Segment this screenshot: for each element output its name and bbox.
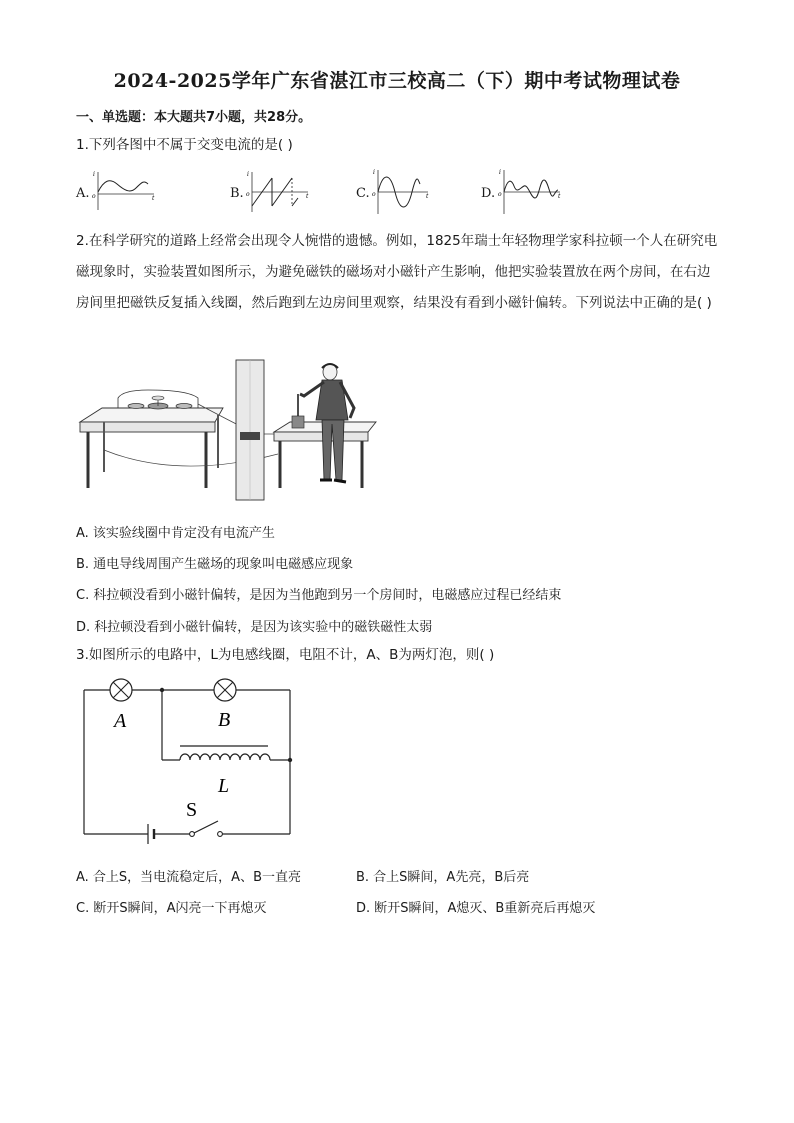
q1-graph-c [372,168,432,216]
circuit-label-s: S [186,799,198,821]
q1a-axis-o: o [92,193,96,200]
q1-graph-b [246,168,312,214]
q1c-axis-i: i [373,169,375,176]
q3-option-c[interactable]: C. 断开S瞬间，A闪亮一下再熄灭 [76,901,267,916]
q1b-axis-i: i [247,171,249,178]
inductor-coil-icon [180,746,270,760]
q2-option-c[interactable]: C. 科拉顿没看到小磁针偏转，是因为当他跑到另一个房间时，电磁感应过程已经结束 [76,588,562,603]
q3-option-a[interactable]: A. 合上S，当电流稳定后，A、B一直亮 [76,870,301,885]
q1d-axis-o: o [498,191,502,198]
circuit-label-a: A [114,710,127,732]
lamp-a-icon [110,679,132,701]
lamp-b-icon [214,679,236,701]
q1-option-a-label[interactable]: A. [76,186,90,201]
q3-option-d[interactable]: D. 断开S瞬间，A熄灭、B重新亮后再熄灭 [356,901,596,916]
q1a-axis-i: i [93,171,95,178]
circuit-label-l: L [218,775,230,797]
q1d-axis-t: t [558,193,561,200]
q1-option-c-label[interactable]: C. [356,186,370,201]
q2-option-b[interactable]: B. 通电导线周围产生磁场的现象叫电磁感应现象 [76,557,354,572]
page-title: 2024-2025学年广东省湛江市三校高二（下）期中考试物理试卷 [113,70,681,92]
q1-graph-d [498,168,564,216]
q1a-axis-t: t [152,195,155,202]
q1d-axis-i: i [499,169,501,176]
q2-experiment-illustration [78,360,378,502]
q1c-axis-t: t [426,193,429,200]
q1-graph-a [92,168,158,212]
question-1-stem: 1.下列各图中不属于交变电流的是( ) [76,137,293,153]
question-2-stem: 2.在科学研究的道路上经常会出现令人惋惜的遗憾。例如，1825年瑞士年轻物理学家科拉顿一个人在研究电磁现象时，实验装置如图所示，为避免磁铁的磁场对小磁针产生影响，他把实验装置放在两个房间，在右边房间里把磁铁反复插入线圈，然后跑到左边房间里观察，结果没有看到小磁针偏转。下列说法中正确的是( ) [76,233,718,311]
q2-option-d[interactable]: D. 科拉顿没看到小磁针偏转，是因为该实验中的磁铁磁性太弱 [76,620,433,635]
q3-circuit-diagram [78,674,298,840]
question-3-stem: 3.如图所示的电路中，L为电感线圈，电阻不计，A、B为两灯泡，则( ) [76,647,495,663]
circuit-label-b: B [218,709,231,731]
battery-icon [148,824,154,844]
q2-option-a[interactable]: A. 该实验线圈中肯定没有电流产生 [76,526,275,541]
q1-option-b-label[interactable]: B. [230,186,244,201]
section-heading: 一、单选题：本大题共7小题，共28分。 [76,110,312,125]
switch-icon [190,821,223,836]
q3-option-b[interactable]: B. 合上S瞬间，A先亮，B后亮 [356,870,530,885]
q1b-axis-o: o [246,191,250,198]
q1c-axis-o: o [372,191,376,198]
q1-option-d-label[interactable]: D. [481,186,496,201]
q1b-axis-t: t [306,193,309,200]
